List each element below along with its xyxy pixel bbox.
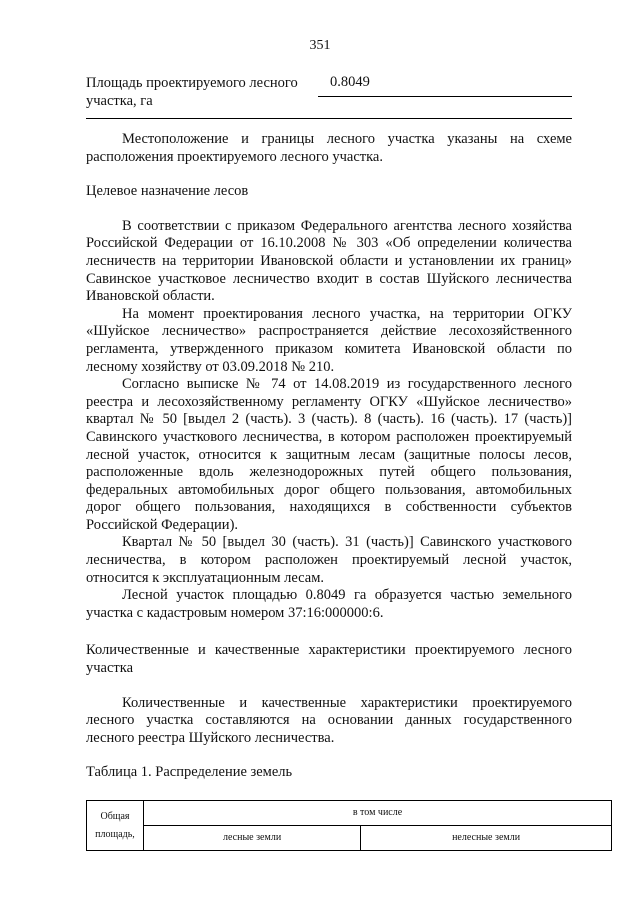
table-caption: Таблица 1. Распределение земель xyxy=(86,764,293,781)
area-label: Площадь проектируемого лесного участка, га xyxy=(86,75,298,109)
page-number: 351 xyxy=(309,38,331,53)
paragraph-block50: Квартал № 50 [выдел 30 (часть). 31 (часть)] Савинского участкового лесничества, в котором расположен проектируемый лесной участок, относится к эксплуатационным лесам. xyxy=(86,534,572,586)
area-underline xyxy=(318,96,572,97)
header-nonforest-lands: нелесные земли xyxy=(361,826,612,851)
area-bottom-rule xyxy=(86,118,572,119)
area-block xyxy=(86,74,572,122)
paragraph-regulation: На момент проектирования лесного участка, на территории ОГКУ «Шуйское лесничество» распространяется действие лесохозяйственного регламента, утвержденного приказом комитета Ивановской области по лесному хозяйству от 03.09.2018 № 210. xyxy=(86,305,572,375)
location-paragraph: Местоположение и границы лесного участка указаны на схеме расположения проектируемого лесного участка. xyxy=(86,131,572,165)
header-forest-lands: лесные земли xyxy=(144,826,361,851)
paragraph-plot: Лесной участок площадью 0.8049 га образуется частью земельного участка с кадастровым номером 37:16:000000:6. xyxy=(86,587,572,621)
section-title-purpose: Целевое назначение лесов xyxy=(86,183,249,200)
header-total-area: Общая площадь, xyxy=(87,801,144,851)
paragraph-characteristics: Количественные и качественные характеристики проектируемого лесного участка составляются на основании данных государственного лесного реестра Шуйского лесничества. xyxy=(86,694,572,746)
document-body xyxy=(86,131,572,851)
header-including: в том числе xyxy=(144,801,612,826)
paragraph-order: В соответствии с приказом Федерального агентства лесного хозяйства Российской Федерации от 16.10.2008 № 303 «Об определении количества лесничеств на территории Ивановской области и установлении их границ» Савинское участковое лесничество входит в состав Шуйского лесничества Ивановской области. xyxy=(86,217,572,305)
land-distribution-table xyxy=(86,800,612,851)
section-title-characteristics: Количественные и качественные характеристики проектируемого лесного участка xyxy=(86,642,572,677)
paragraph-extract: Согласно выписке № 74 от 14.08.2019 из государственного лесного реестра и лесохозяйственному регламенту ОГКУ «Шуйское лесничество» квартал № 50 [выдел 2 (часть). 3 (часть). 8 (часть). 16 (часть). 17 (часть)] Савинского участкового лесничества, в котором расположен проектируемый лесной участок, относится к защитным лесам (защитные полосы лесов, расположенные вдоль железнодорожных путей общего пользования, федеральных автомобильных дорог общего пользования, автомобильных дорог общего пользования, находящихся в собственности субъектов Российской Федерации). xyxy=(86,376,572,533)
area-value: 0.8049 xyxy=(330,74,370,90)
